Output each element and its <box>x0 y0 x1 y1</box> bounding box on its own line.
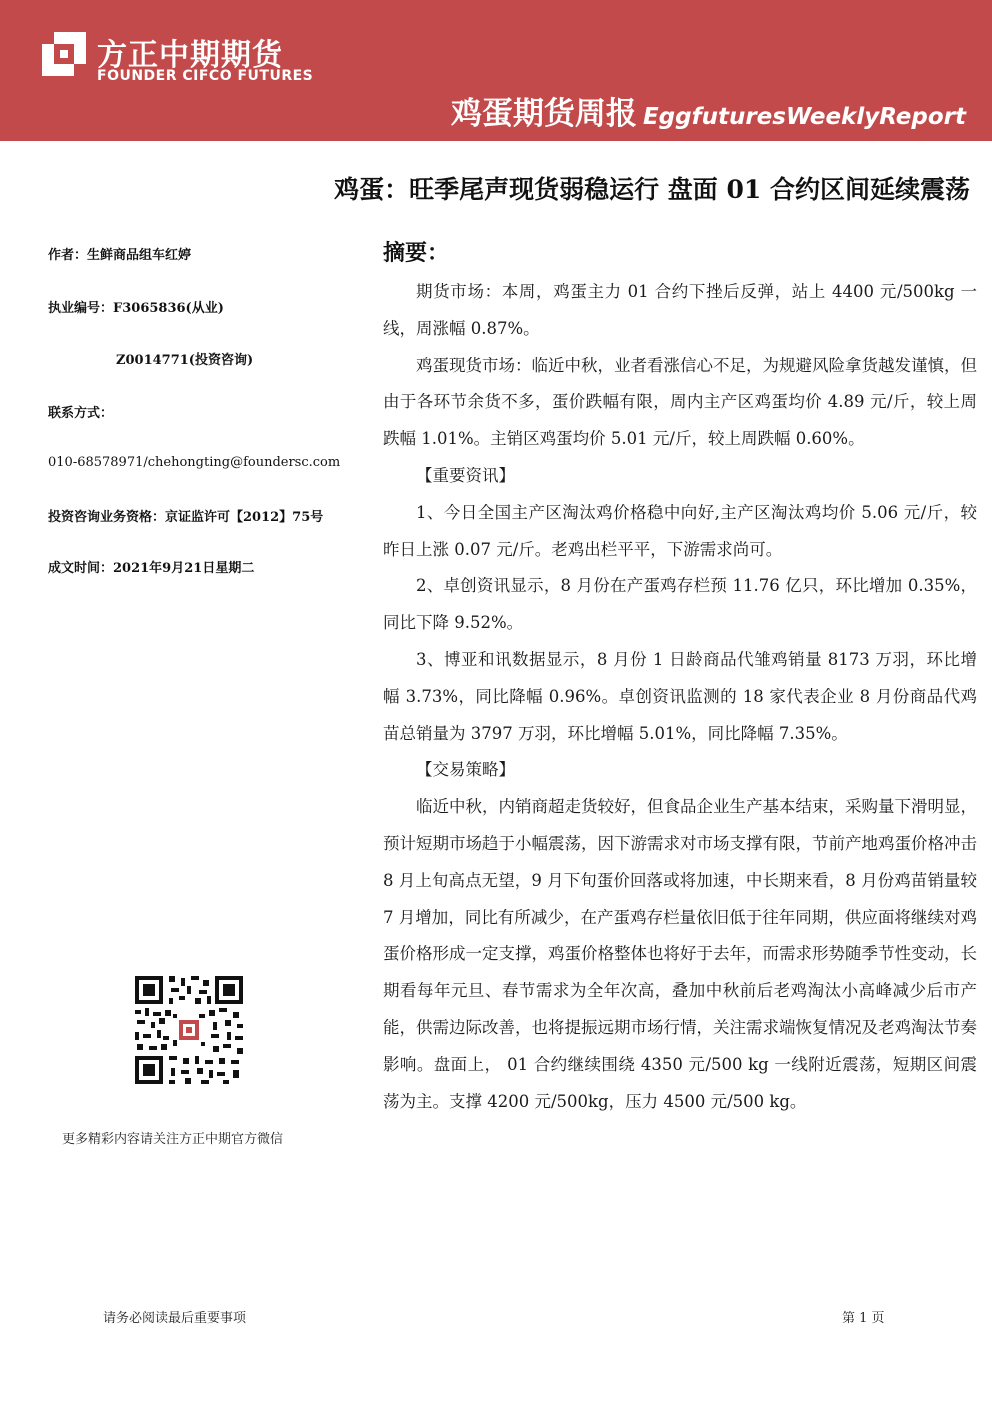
futures-market-paragraph: 期货市场：本周，鸡蛋主力 01 合约下挫后反弹，站上 4400 元/500kg 一线，周涨幅 0.87%。 <box>383 282 977 338</box>
abstract-body <box>383 274 977 1120</box>
company-logo-icon <box>40 30 88 78</box>
section-heading-news: 【重要资讯】 <box>416 465 515 485</box>
license-number: 执业编号：F3065836(从业) <box>48 301 224 316</box>
contact-info: 010-68578971/chehongting@foundersc.com <box>48 455 341 470</box>
report-header <box>0 0 992 141</box>
spot-market-paragraph: 鸡蛋现货市场：临近中秋，业者看涨信心不足，为规避风险拿货越发谨慎，但由于各环节余货不多，蛋价跌幅有限，周内主产区鸡蛋均价 4.89 元/斤，较上周跌幅 1.01%。主销区鸡蛋均价 5.01 元/斤，较上周跌幅 0.60%。 <box>383 355 977 449</box>
report-title-cn: 鸡蛋期货周报 <box>450 96 637 132</box>
footer-disclaimer: 请务必阅读最后重要事项 <box>103 1311 247 1326</box>
report-date: 成文时间：2021年9月21日星期二 <box>48 561 255 576</box>
qr-caption: 更多精彩内容请关注方正中期官方微信 <box>62 1132 284 1147</box>
company-name-en: FOUNDER CIFCO FUTURES <box>97 68 314 84</box>
report-title <box>451 88 966 133</box>
qr-code-icon <box>133 974 245 1086</box>
news-item-2: 2、卓创资讯显示，8 月份在产蛋鸡存栏预 11.76 亿只，环比增加 0.35%，同比下降 9.52%。 <box>383 576 977 633</box>
qualification: 投资咨询业务资格：京证监许可【2012】75号 <box>48 510 324 525</box>
author: 作者：生鲜商品组车红婷 <box>48 248 192 263</box>
news-item-1: 1、今日全国主产区淘汰鸡价格稳中向好,主产区淘汰鸡均价 5.06 元/斤，较昨日上涨 0.07 元/斤。老鸡出栏平平，下游需求尚可。 <box>383 502 977 559</box>
page-headline: 鸡蛋：旺季尾声现货弱稳运行 盘面 01 合约区间延续震荡 <box>334 175 970 204</box>
company-name-cn: 方正中期期货 <box>97 38 283 73</box>
abstract-title: 摘要： <box>383 241 450 266</box>
contact-label: 联系方式： <box>48 406 114 421</box>
news-item-3: 3、博亚和讯数据显示，8 月份 1 日龄商品代雏鸡销量 8173 万羽，环比增幅 3.73%，同比降幅 0.96%。卓创资讯监测的 18 家代表企业 8 月份商品代鸡苗总销量为 3797 万羽，环比增幅 5.01%，同比降幅 7.35%。 <box>383 649 977 743</box>
strategy-paragraph: 临近中秋，内销商超走货较好，但食品企业生产基本结束，采购量下滑明显，预计短期市场趋于小幅震荡，因下游需求对市场支撑有限，节前产地鸡蛋价格冲击 8 月上旬高点无望，9 月下旬蛋价回落或将加速，中长期来看，8 月份鸡苗销量较 7 月增加，同比有所减少，在产蛋鸡存栏量依旧低于往年同期，供应面将继续对鸡蛋价格形成一定支撑，鸡蛋价格整体也将好于去年，而需求形势随季节性变动，长期看每年元旦、春节需求为全年次高，叠加中秋前后老鸡淘汰小高峰减少后市产能，供需边际改善，也将提振远期市场行情，关注需求端恢复情况及老鸡淘汰节奏影响。盘面上， 01 合约继续围绕 4350 元/500 kg 一线附近震荡，短期区间震荡为主。支撑 4200 元/500kg，压力 4500 元/500 kg。 <box>383 797 977 1111</box>
license-number-advisory: Z0014771(投资咨询) <box>116 353 254 368</box>
page-number: 第 1 页 <box>842 1311 885 1326</box>
section-heading-strategy: 【交易策略】 <box>416 760 515 780</box>
report-title-en: EggfuturesWeeklyReport <box>642 104 966 130</box>
